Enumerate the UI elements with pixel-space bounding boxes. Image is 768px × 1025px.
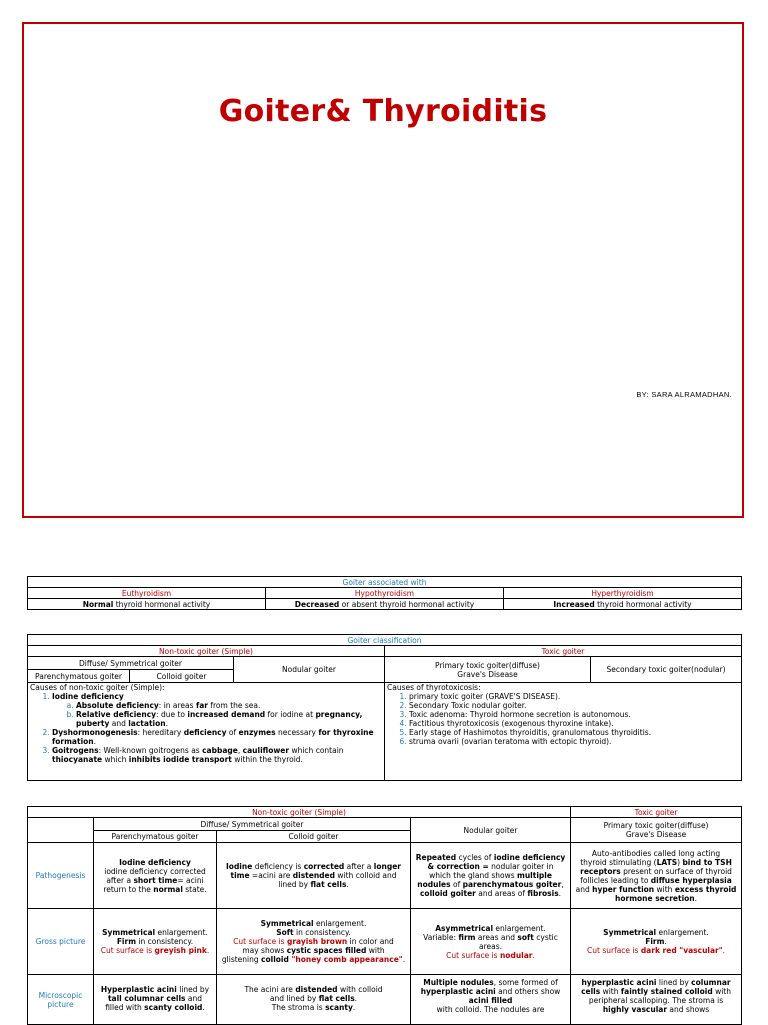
- header-hypothyroidism: Hypothyroidism: [266, 588, 504, 599]
- header-toxic: Toxic goiter: [385, 646, 742, 657]
- table-caption: Goiter classification: [28, 635, 742, 646]
- header-parenchymatous: Parenchymatous goiter: [28, 670, 130, 683]
- header-nontoxic: Non-toxic goiter (Simple): [28, 807, 571, 818]
- header-colloid: Colloid goiter: [130, 670, 234, 683]
- gross-nodular: Asymmetrical enlargement. Variable: firm areas and soft cystic areas. Cut surface is nodular.: [411, 909, 571, 975]
- header-hyperthyroidism: Hyperthyroidism: [504, 588, 742, 599]
- goiter-associated-table: [27, 576, 742, 610]
- corner-cell: [28, 818, 94, 843]
- header-primary-toxic: Primary toxic goiter(diffuse) Grave's Disease: [385, 657, 591, 683]
- cell-hypothyroidism: Decreased or absent thyroid hormonal activity: [266, 599, 504, 610]
- patho-colloid: Iodine deficiency is corrected after a longer time =acini are distended with colloid and lined by flat cells.: [217, 843, 411, 909]
- header-diffuse: Diffuse/ Symmetrical goiter: [94, 818, 411, 831]
- header-parenchymatous: Parenchymatous goiter: [94, 831, 217, 843]
- micro-nodular: Multiple nodules, some formed of hyperplastic acini and others show acini filled with colloid. The nodules are: [411, 975, 571, 1025]
- page-title: Goiter& Thyroiditis: [218, 94, 548, 129]
- author-credit: BY: SARA ALRAMADHAN.: [636, 390, 732, 399]
- cell-hyperthyroidism: Increased thyroid hormonal activity: [504, 599, 742, 610]
- header-nodular: Nodular goiter: [234, 657, 385, 683]
- micro-toxic: hyperplastic acini lined by columnar cells with faintly stained colloid with peripheral scalloping. The stroma is highly vascular and shows: [571, 975, 742, 1025]
- micro-parenchymatous: Hyperplastic acini lined by tall columnar cells and filled with scanty colloid.: [94, 975, 217, 1025]
- header-secondary-toxic: Secondary toxic goiter(nodular): [591, 657, 742, 683]
- micro-colloid: The acini are distended with colloid and lined by flat cells. The stroma is scanty.: [217, 975, 411, 1025]
- row-label-gross: Gross picture: [28, 909, 94, 975]
- table-caption: Goiter associated with: [28, 577, 742, 588]
- header-nodular: Nodular goiter: [411, 818, 571, 843]
- row-label-microscopic: Microscopic picture: [28, 975, 94, 1025]
- patho-toxic: Auto-antibodies called long acting thyroid stimulating (LATS) bind to TSH receptors present on surface of thyroid follicles leading to diffuse hyperplasia and hyper function with excess thyroid hormone secretion.: [571, 843, 742, 909]
- header-toxic: Toxic goiter: [571, 807, 742, 818]
- header-colloid: Colloid goiter: [217, 831, 411, 843]
- gross-parenchymatous: Symmetrical enlargement. Firm in consistency. Cut surface is greyish pink.: [94, 909, 217, 975]
- header-diffuse: Diffuse/ Symmetrical goiter: [28, 657, 234, 670]
- gross-toxic: Symmetrical enlargement. Firm. Cut surface is dark red "vascular".: [571, 909, 742, 975]
- header-nontoxic: Non-toxic goiter (Simple): [28, 646, 385, 657]
- goiter-classification-table: [27, 634, 742, 781]
- cell-euthyroidism: Normal thyroid hormonal activity: [28, 599, 266, 610]
- patho-parenchymatous: Iodine deficiency iodine deficiency corrected after a short time= acini return to the normal state.: [94, 843, 217, 909]
- patho-nodular: Repeated cycles of iodine deficiency & correction = nodular goiter in which the gland shows multiple nodules of parenchymatous goiter, colloid goiter and areas of fibrosis.: [411, 843, 571, 909]
- gross-colloid: Symmetrical enlargement. Soft in consistency. Cut surface is grayish brown in color and may shows cystic spaces filled with glistening colloid "honey comb appearance".: [217, 909, 411, 975]
- header-primary-toxic: Primary toxic goiter(diffuse) Grave's Disease: [571, 818, 742, 843]
- causes-nontoxic-cell: Causes of non-toxic goiter (Simple): 1. Iodine deficiency a. Absolute deficiency: in areas far from the sea. b. Relative deficiency: due to increased demand for iodine at pregnancy, puberty and lactation. 2. Dyshormonogenesis: hereditary deficiency of enzymes necessary for thyroxine formation. 3. Goitrogens: Well-known goitrogens as cabbage, cauliflower which contain thiocyanate which inhibits iodide transport within the thyroid.: [28, 683, 385, 781]
- causes-thyrotoxicosis-cell: Causes of thyrotoxicosis: 1. primary toxic goiter (GRAVE'S DISEASE). 2. Secondary Toxic nodular goiter. 3. Toxic adenoma: Thyroid hormone secretion is autonomous. 4. Factitious thyrotoxicosis (exogenous thyroxine intake). 5. Early stage of Hashimotos thyroiditis, granulomatous thyroiditis. 6. struma ovarii (ovarian teratoma with ectopic thyroid).: [385, 683, 742, 781]
- goiter-comparison-table: [27, 806, 742, 1025]
- row-label-pathogenesis: Pathogenesis: [28, 843, 94, 909]
- title-slide: [22, 22, 744, 518]
- header-euthyroidism: Euthyroidism: [28, 588, 266, 599]
